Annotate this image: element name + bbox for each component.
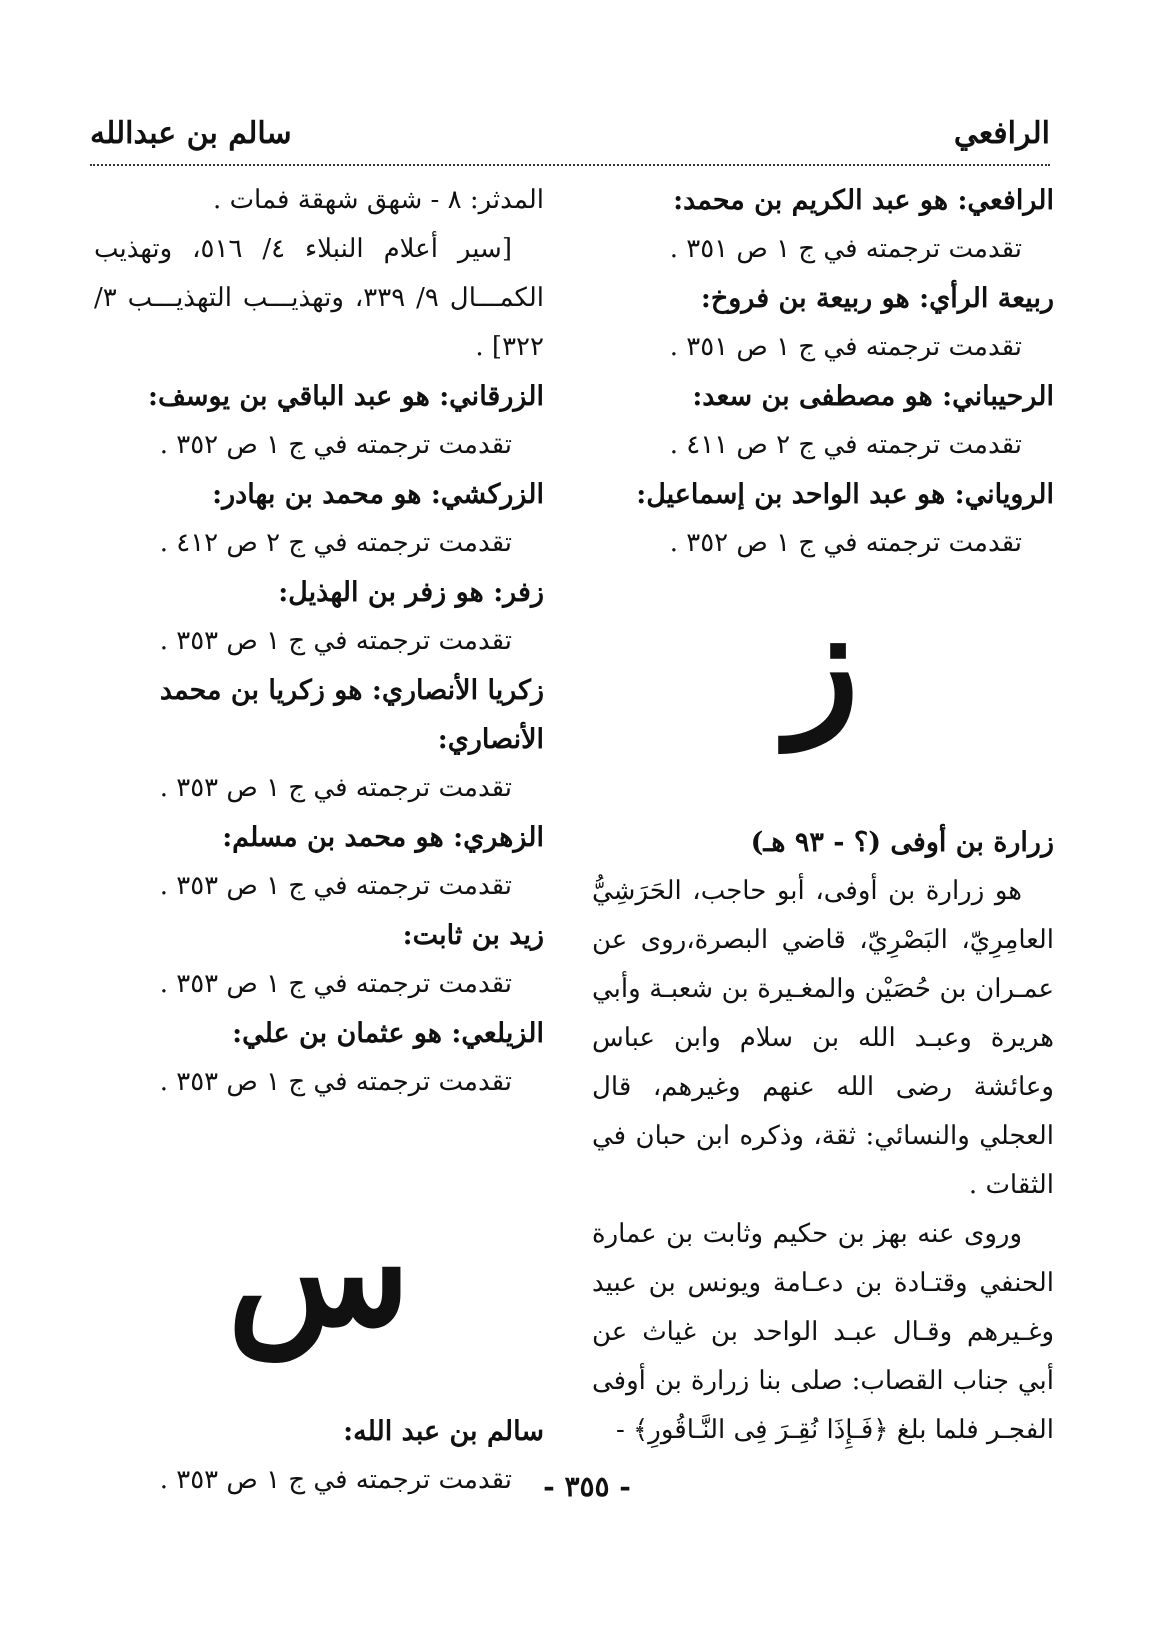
entry-reference: تقدمت ترجمته في ج ١ ص ٣٥١ .	[669, 234, 1022, 264]
header-right-title: الرافعي	[953, 116, 1050, 151]
page-number: - ٣٥٥ -	[543, 1470, 631, 1503]
entry-reference: تقدمت ترجمته في ج ١ ص ٣٥١ .	[669, 332, 1022, 362]
entry-reference: تقدمت ترجمته في ج ١ ص ٣٥٣ .	[159, 1465, 512, 1495]
entry-reference: تقدمت ترجمته في ج ١ ص ٣٥٢ .	[669, 528, 1022, 558]
biography-heading: زرارة بن أوفى (؟ - ٩٣ هـ)	[750, 827, 1054, 858]
entry-reference: تقدمت ترجمته في ج ١ ص ٣٥٣ .	[159, 626, 512, 656]
entry-zaylai	[94, 1009, 544, 1107]
running-header	[90, 108, 1050, 160]
left-column	[94, 176, 544, 1505]
entry-reference: تقدمت ترجمته في ج ١ ص ٣٥٢ .	[159, 430, 512, 460]
entry-name: الرافعي: هو عبد الكريم بن محمد:	[673, 185, 1054, 216]
entry-zarkashi	[94, 470, 544, 568]
citation: [سير أعلام النبلاء ٤/ ٥١٦، وتهذيب الكمـــال ٩/ ٣٣٩، وتهذيـــب التهذيـــب ٣/ ٣٢٢] .	[94, 234, 545, 362]
section-letter-seen: س	[227, 1184, 411, 1360]
entry-ruyani	[592, 470, 1054, 568]
entry-reference: تقدمت ترجمته في ج ١ ص ٣٥٣ .	[159, 969, 512, 999]
entry-name: سالم بن عبد الله:	[343, 1416, 544, 1447]
entry-name: ربيعة الرأي: هو ربيعة بن فروخ:	[700, 283, 1054, 314]
entry-name: زيد بن ثابت:	[402, 920, 544, 951]
entry-zayd	[94, 911, 544, 1009]
entry-name: الرحيباني: هو مصطفى بن سعد:	[692, 381, 1054, 412]
entry-reference: تقدمت ترجمته في ج ١ ص ٣٥٣ .	[159, 1067, 512, 1097]
entry-name: الزركشي: هو محمد بن بهادر:	[212, 479, 544, 510]
entry-zufar	[94, 568, 544, 666]
entry-reference: تقدمت ترجمته في ج ٢ ص ٤١١ .	[669, 430, 1022, 460]
entry-name: زكريا الأنصاري: هو زكريا بن محمد الأنصاري:	[159, 675, 544, 755]
section-letter-zay: ز	[786, 575, 860, 751]
continuation-text: المدثر: ٨ - شهق شهقة فمات .	[213, 185, 544, 215]
header-dotted-rule	[90, 164, 1050, 166]
entry-name: الزهري: هو محمد بن مسلم:	[222, 822, 544, 853]
entry-ruhaybani	[592, 372, 1054, 470]
header-left-title: سالم بن عبدالله	[90, 116, 292, 151]
entry-zakariya	[94, 666, 544, 813]
right-column	[592, 176, 1054, 1455]
entry-rafii	[592, 176, 1054, 274]
entry-zurqani	[94, 372, 544, 470]
entry-name: زفر: هو زفر بن الهذيل:	[278, 577, 544, 608]
entry-name: الروياني: هو عبد الواحد بن إسماعيل:	[636, 479, 1054, 510]
entry-name: الزيلعي: هو عثمان بن علي:	[232, 1018, 544, 1049]
biography-paragraph: وروى عنه بهز بن حكيم وثابت بن عمارة الحنفي وقتـادة بن دعـامة ويونس بن عبيد وغـيرهم وقـال عبـد الواحد بن غياث عن أبي جناب القصاب: صلى بنا زرارة بن أوفى الفجـر فلما بلغ ﴿فَـإِذَا نُقِـرَ فِى النَّـاقُورِ﴾ -	[592, 1219, 1054, 1445]
biography-paragraph: هو زرارة بن أوفى، أبو حاجب، الحَرَشِيُّ العامِرِيّ، البَصْرِيّ، قاضي البصرة،روى عن عمـران بن حُصَيْن والمغـيرة بن شعبـة وأبي هريرة وعبـد الله بن سلام وابن عباس وعائشة رضى الله عنهم وغيرهم، قال العجلي والنسائي: ثقة، وذكره ابن حبان في الثقات .	[592, 876, 1054, 1200]
biography-zurara	[592, 818, 1054, 1455]
entry-reference: تقدمت ترجمته في ج ١ ص ٣٥٣ .	[159, 773, 512, 803]
entry-zuhri	[94, 813, 544, 911]
entry-reference: تقدمت ترجمته في ج ٢ ص ٤١٢ .	[159, 528, 512, 558]
entry-reference: تقدمت ترجمته في ج ١ ص ٣٥٣ .	[159, 871, 512, 901]
entry-rabia	[592, 274, 1054, 372]
entry-name: الزرقاني: هو عبد الباقي بن يوسف:	[148, 381, 544, 412]
